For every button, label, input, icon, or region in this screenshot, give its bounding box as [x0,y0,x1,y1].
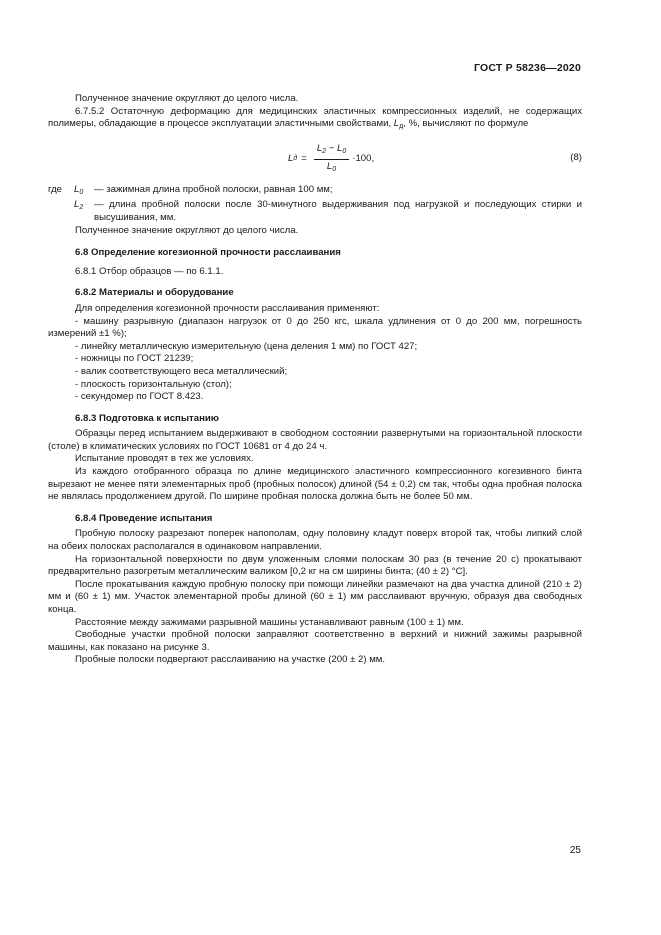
paragraph-6-8-1: 6.8.1 Отбор образцов — по 6.1.1. [75,265,224,277]
section-heading-6-8-2: 6.8.2 Материалы и оборудование [75,287,234,299]
paragraph: Образцы перед испытанием выдерживают в свободном состоянии развернутыми на горизонтальной плоскости (столе) в климатических условиях по ГОСТ 10681 от 4 до 24 ч. [48,428,582,452]
paragraph: Свободные участки пробной полоски заправляют соответственно в верхний и нижний зажимы разрывной машины, как показано на рисунке 3. [48,629,582,653]
formula-number: (8) [570,151,582,163]
section-heading-6-8-4: 6.8.4 Проведение испытания [75,512,213,524]
formula-fraction: $\frac{L_2 - L_0}{L_0}$ [314,143,349,177]
formula-legend [48,184,582,225]
legend-item: $L_2$ — длина пробной полоски после 30-минутного выдерживания под нагрузкой и последующих стирки и высушивания, мм. [74,199,582,223]
list-item: - плоскость горизонтальную (стол); [75,378,232,390]
formula-8: L д = $\frac{L_2 - L_0}{L_0}$ ·100, (8) [48,140,582,180]
paragraph-rounding-2: Полученное значение округляют до целого числа. [75,224,299,236]
paragraph-6-7-5-2: 6.7.5.2 Остаточную деформацию для медицинских эластичных компрессионных изделий, не содержащих полимеры, обладающие в процессе эксплуатации эластичными свойствами, $L_д$, %, вычисляют по формуле [48,105,582,131]
paragraph: Испытание проводят в тех же условиях. [75,453,254,465]
paragraph: На горизонтальной поверхности по двум уложенным слоями полоскам 30 раз (в течение 20 с) прокатывают предварительно разогретым металлическим валиком [0,2 кг на см ширины бинта; (40 ± 2) °С]. [48,553,582,578]
list-item: - машину разрывную (диапазон нагрузок от 0 до 250 кгс, шкала удлинения от 0 до 200 мм, погрешность измерений ±1 %); [48,315,582,340]
paragraph: После прокатывания каждую пробную полоску при помощи линейки размечают на два участка длиной (210 ± 2) мм и (60 ± 1) мм. Участок элементарной пробы длиной (60 ± 1) мм расслаивают вручную, образуя два свободных конца. [48,578,582,615]
list-item: - линейку металлическую измерительную (цена деления 1 мм) по ГОСТ 427; [75,340,418,352]
list-item: - секундомер по ГОСТ 8.423. [75,391,204,403]
paragraph: Пробную полоску разрезают поперек напополам, одну половину кладут поверх второй так, чтобы липкий слой на обеих полосках располагался в одинаковом направлении. [48,528,582,553]
legend-item: где $L_0$ — зажимная длина пробной полоски, равная 100 мм; [48,183,333,196]
paragraph-equipment-intro: Для определения когезионной прочности расслаивания применяют: [75,302,380,314]
page-body [48,93,582,667]
section-heading-6-8: 6.8 Определение когезионной прочности расслаивания [75,247,341,259]
document-code: ГОСТ Р 58236—2020 [473,62,581,74]
paragraph: Пробные полоски подвергают расслаиванию на участке (200 ± 2) мм. [75,654,386,666]
section-heading-6-8-3: 6.8.3 Подготовка к испытанию [75,412,219,424]
page-number: 25 [569,845,581,856]
paragraph: Расстояние между зажимами разрывной машины устанавливают равным (100 ± 1) мм. [75,616,464,628]
list-item: - ножницы по ГОСТ 21239; [75,353,194,365]
list-item: - валик соответствующего веса металлический; [75,365,288,377]
paragraph: Из каждого отобранного образца по длине медицинского эластичного компрессионного когезивного бинта вырезают не менее пяти элементарных проб (пробных полосок) длиной (54 ± 0,2) см так, чтобы одна пробная полоска не являлась продолжением другой. По ширине пробная полоска должна быть не более 50 мм. [48,466,582,503]
paragraph-rounding: Полученное значение округляют до целого числа. [75,93,299,104]
